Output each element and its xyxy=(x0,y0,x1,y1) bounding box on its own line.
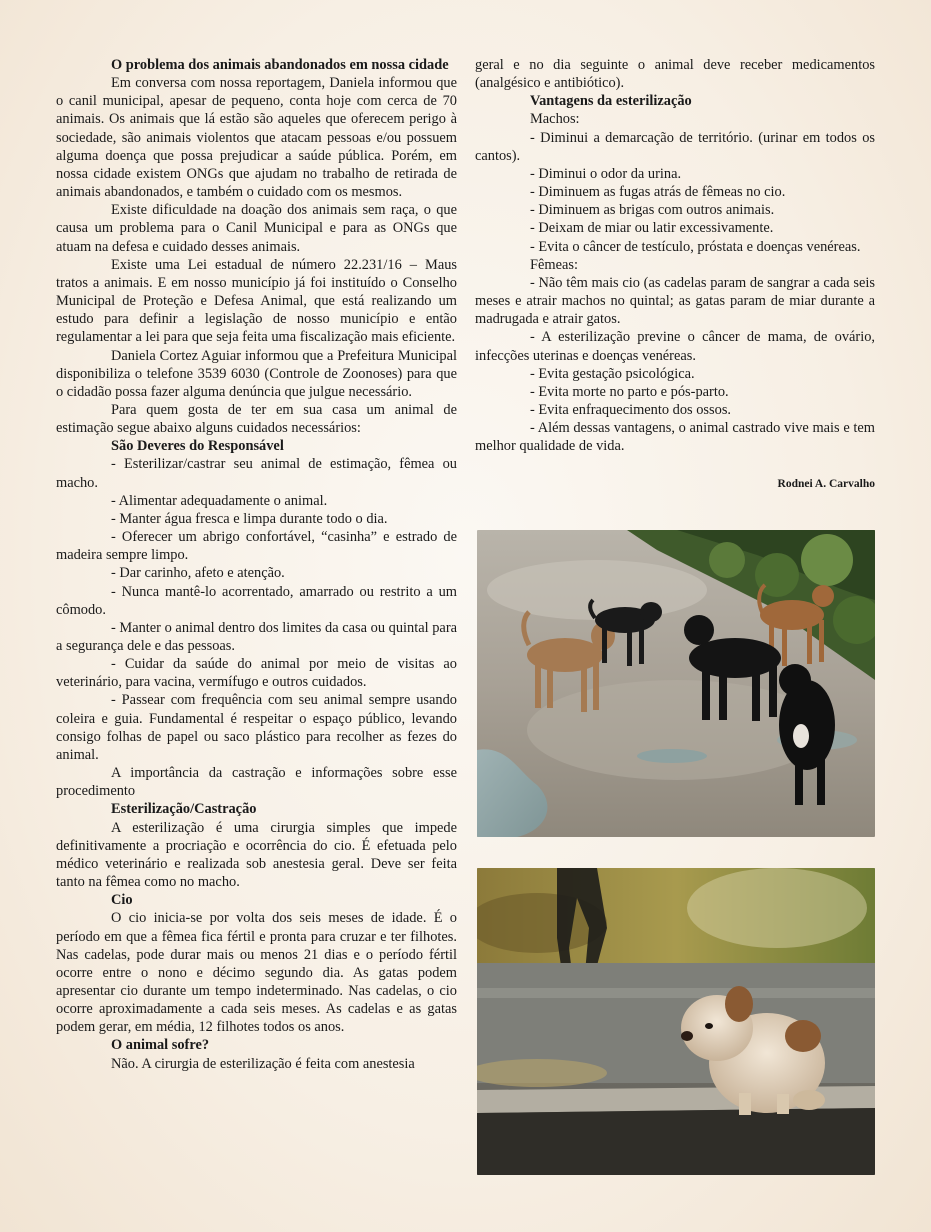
paragraph: geral e no dia seguinte o animal deve receber medicamentos (analgésico e antibiótico). xyxy=(475,57,875,92)
section-heading-esterilizacao: Esterilização/Castração xyxy=(111,801,257,818)
paragraph: O cio inicia-se por volta dos seis meses de idade. É o período em que a fêmea fica fértil e pronta para cruzar e ter filhotes. Nas cadelas, pode durar mais ou menos 21 dias e o período fértil ocorre entre o nono e décimo segundo dia. As gatas podem apresentar cio durante um tempo indeterminado. Nas cadelas, o cio ocorre aproximadamente a cada seis meses. As cadelas e as gatas podem gerar, em média, 12 filhotes todos os anos. xyxy=(56,910,457,1036)
subheading-femeas: Fêmeas: xyxy=(530,256,578,273)
subheading-machos: Machos: xyxy=(530,111,580,128)
list-item: - Cuidar da saúde do animal por meio de visitas ao veterinário, para vacina, vermífugo e outros cuidados. xyxy=(56,656,457,691)
paragraph: Daniela Cortez Aguiar informou que a Prefeitura Municipal disponibiliza o telefone 3539 6030 (Controle de Zoonoses) para que o cidadão possa fazer alguma denúncia que julgue necessário. xyxy=(56,347,457,400)
list-item: - Evita enfraquecimento dos ossos. xyxy=(530,401,732,418)
list-item: - Manter o animal dentro dos limites da casa ou quintal para a segurança dele e das pessoas. xyxy=(56,619,457,654)
stray-dogs-photo xyxy=(477,530,875,837)
list-item: - Evita o câncer de testículo, próstata e doenças venéreas. xyxy=(530,238,861,255)
paragraph: Existe dificuldade na doação dos animais sem raça, o que causa um problema para o Canil Municipal e para as ONGs que atuam na defesa e cuidado desses animais. xyxy=(56,202,457,255)
paragraph: A importância da castração e informações sobre esse procedimento xyxy=(56,765,457,800)
list-item: - Evita gestação psicológica. xyxy=(530,365,695,382)
list-item: - Diminui a demarcação de território. (urinar em todos os cantos). xyxy=(475,129,875,164)
author-credit: Rodnei A. Carvalho xyxy=(777,478,875,491)
section-heading-cio: Cio xyxy=(111,892,133,909)
list-item: - Alimentar adequadamente o animal. xyxy=(111,492,328,509)
list-item: - Deixam de miar ou latir excessivamente. xyxy=(530,220,774,237)
list-item: - Dar carinho, afeto e atenção. xyxy=(111,565,285,582)
list-item: - Diminuem as fugas atrás de fêmeas no cio. xyxy=(530,184,786,201)
paragraph: Em conversa com nossa reportagem, Daniela informou que o canil municipal, apesar de pequeno, conta hoje com cerca de 70 animais. Os animais que lá estão são aqueles que oferecem perigo à sociedade, são animais violentos que atacam pessoas e/ou possuem alguma doença que possa prejudicar a saúde pública. Porém, em nossa cidade existem ONGs que ajudam no trabalho de retirada de animais abandonados, e também o cuidado com os mesmos. xyxy=(56,75,457,201)
list-item: - Passear com frequência com seu animal sempre usando coleira e guia. Fundamental é respeitar o espaço público, levando consigo folhas de papel ou saco plástico para recolher as fezes do animal. xyxy=(56,692,457,763)
list-item: - A esterilização previne o câncer de mama, de ovário, infecções uterinas e doenças venéreas. xyxy=(475,329,875,364)
paragraph: Existe uma Lei estadual de número 22.231/16 – Maus tratos a animais. E em nosso município já foi instituído o Conselho Municipal de Proteção e Defesa Animal, que está realizando um estudo para definir a legislação de nosso município e então regulamentar a lei para que seja feita uma fiscalização mais eficiente. xyxy=(56,256,457,346)
right-column xyxy=(475,56,875,494)
list-item: - Além dessas vantagens, o animal castrado vive mais e tem melhor qualidade de vida. xyxy=(475,420,875,455)
paragraph: Para quem gosta de ter em sua casa um animal de estimação segue abaixo alguns cuidados necessários: xyxy=(56,401,457,437)
section-heading-sofre: O animal sofre? xyxy=(111,1037,210,1054)
list-item: - Evita morte no parto e pós-parto. xyxy=(530,383,729,400)
list-item: - Diminuem as brigas com outros animais. xyxy=(530,202,775,219)
list-item: - Oferecer um abrigo confortável, “casinha” e estrado de madeira sempre limpo. xyxy=(56,529,457,564)
paragraph: Não. A cirurgia de esterilização é feita com anestesia xyxy=(111,1055,415,1072)
list-item: - Nunca mantê-lo acorrentado, amarrado ou restrito a um cômodo. xyxy=(56,583,457,618)
list-item: - Não têm mais cio (as cadelas param de sangrar a cada seis meses e atrair machos no quintal; as gatas param de miar durante a madrugada e atrair gatos. xyxy=(475,274,875,328)
section-heading-vantagens: Vantagens da esterilização xyxy=(530,93,692,110)
list-item: - Esterilizar/castrar seu animal de estimação, fêmea ou macho. xyxy=(56,456,457,491)
section-heading-deveres: São Deveres do Responsável xyxy=(111,438,284,455)
wet-puppy-photo xyxy=(477,868,875,1175)
list-item: - Diminui o odor da urina. xyxy=(530,165,682,182)
list-item: - Manter água fresca e limpa durante todo o dia. xyxy=(111,510,388,527)
left-column xyxy=(56,56,457,1073)
article-title: O problema dos animais abandonados em nossa cidade xyxy=(111,57,449,73)
paragraph: A esterilização é uma cirurgia simples que impede definitivamente a procriação e ocorrência do cio. É efetuada pelo médico veterinário e realizada sob anestesia geral. Deve ser feita tanto na fêmea como no macho. xyxy=(56,819,457,891)
